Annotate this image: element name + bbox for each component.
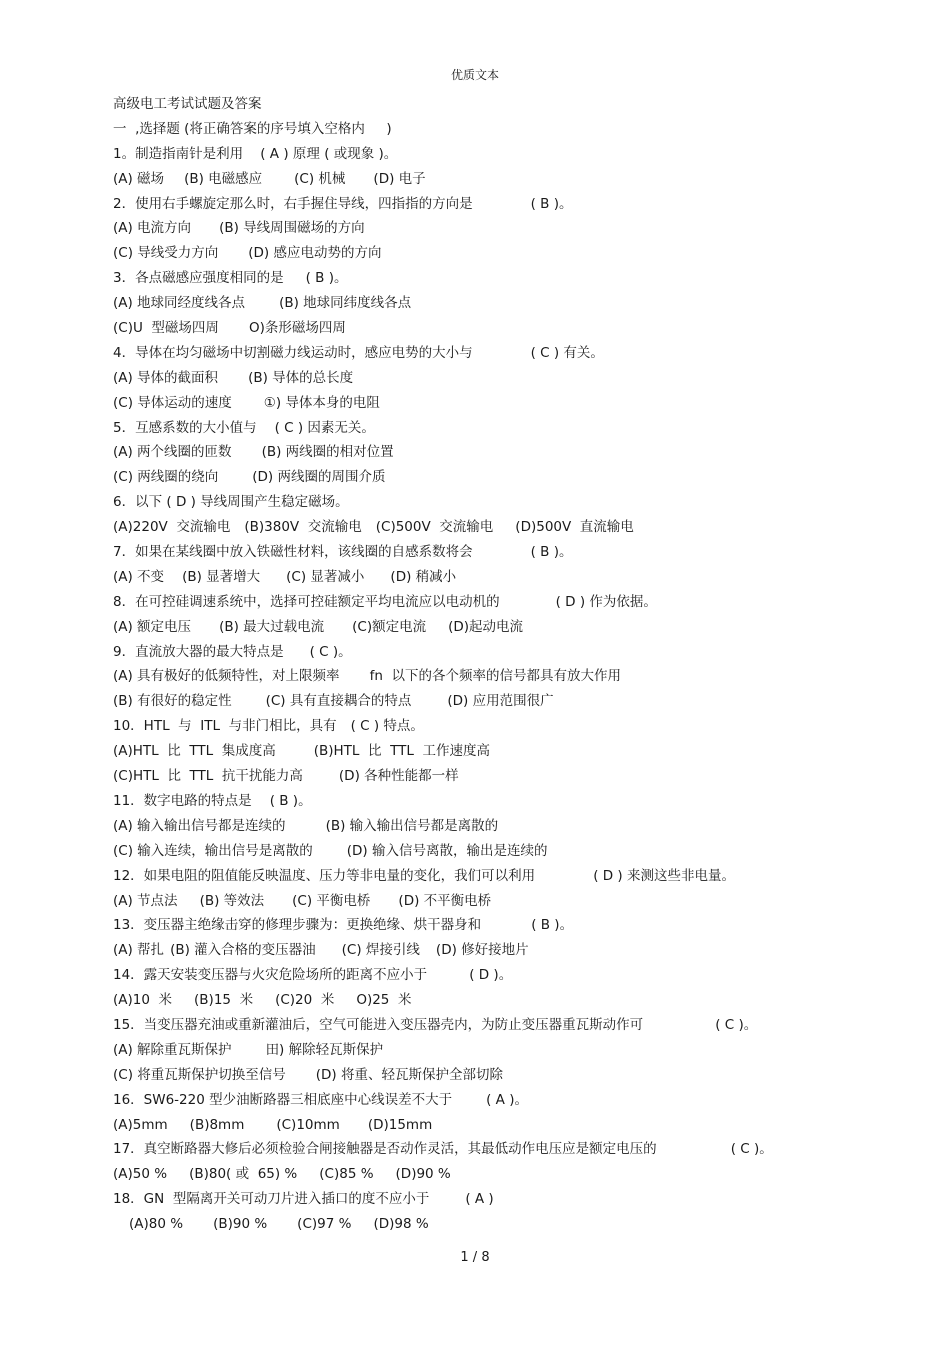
- text-line: [113, 565, 913, 590]
- text-segment: (A) 磁场: [113, 170, 165, 187]
- text-segment: (B) 最大过载电流: [219, 618, 325, 635]
- text-segment: (B) 等效法: [199, 892, 265, 909]
- text-segment: (B) 显著增大: [182, 568, 261, 585]
- text-segment: (C) 输入连续，输出信号是离散的: [113, 842, 313, 859]
- text-segment: O)条形磁场四周: [248, 320, 346, 337]
- text-segment: ①) 导体本身的电阻: [263, 394, 380, 411]
- text-line: [113, 416, 913, 441]
- text-segment: (A)10 米: [113, 992, 173, 1009]
- text-segment: 14．露天安装变压器与火灾危险场所的距离不应小于: [113, 967, 428, 984]
- text-segment: (C)97 %: [297, 1216, 352, 1233]
- section-heading: [113, 117, 913, 142]
- text-segment: (B)380V 交流输电: [244, 519, 362, 536]
- text-segment: (D)98 %: [373, 1216, 429, 1233]
- text-line: [113, 142, 913, 167]
- text-segment: (C) 两线圈的绕向: [113, 469, 219, 486]
- text-segment: (C) 平衡电桥: [292, 892, 371, 909]
- text-segment: ( B )。: [530, 195, 573, 212]
- text-segment: (D) 应用范围很广: [447, 693, 554, 710]
- text-segment: ( C ) 因素无关。: [274, 419, 375, 436]
- text-segment: (A) 具有极好的低频特性，对上限频率: [113, 668, 340, 685]
- text-line: [113, 291, 913, 316]
- text-segment: (C) 导体运动的速度: [113, 394, 232, 411]
- text-segment: (D)起动电流: [448, 618, 524, 635]
- text-segment: (A)80 %: [129, 1216, 184, 1233]
- text-segment: (C) 机械: [294, 170, 346, 187]
- text-segment: ( B )。: [305, 270, 348, 287]
- text-line: [113, 391, 913, 416]
- text-line: [113, 216, 913, 241]
- text-segment: (B) 两线圈的相对位置: [261, 444, 394, 461]
- text-line: [113, 889, 913, 914]
- document-title: [113, 92, 913, 117]
- text-segment: 4．导体在均匀磁场中切割磁力线运动时，感应电势的大小与: [113, 344, 473, 361]
- text-segment: (A)HTL 比 TTL 集成度高: [113, 743, 276, 760]
- text-segment: (D) 修好接地片: [435, 942, 529, 959]
- text-line: [113, 913, 913, 938]
- text-segment: (A) 输入输出信号都是连续的: [113, 817, 286, 834]
- text-segment: 9．直流放大器的最大特点是: [113, 643, 284, 660]
- text-line: [113, 864, 913, 889]
- text-segment: (D) 不平衡电桥: [398, 892, 492, 909]
- text-segment: (B)8mm: [189, 1116, 245, 1133]
- text-segment: (A) 电流方向: [113, 220, 192, 237]
- text-line: [113, 1162, 913, 1187]
- text-segment: ( B )。: [530, 544, 573, 561]
- text-line: [113, 839, 913, 864]
- text-segment: ( C ) 特点。: [350, 718, 424, 735]
- text-segment: 6．以下 ( D ) 导线周围产生稳定磁场。: [113, 494, 349, 511]
- text-segment: O)25 米: [356, 992, 412, 1009]
- text-segment: (D) 输入信号离散，输出是连续的: [346, 842, 548, 859]
- text-segment: (B) 导体的总长度: [248, 369, 354, 386]
- text-segment: 17．真空断路器大修后必须检验合闸接触器是否动作灵活，其最低动作电压应是额定电压的: [113, 1141, 657, 1158]
- text-segment: ( D ) 来测这些非电量。: [593, 867, 735, 884]
- text-line: [113, 714, 913, 739]
- text-line: [113, 739, 913, 764]
- text-line: [113, 465, 913, 490]
- text-segment: (C)HTL 比 TTL 抗干扰能力高: [113, 768, 303, 785]
- text-segment: (B) 导线周围磁场的方向: [219, 220, 365, 237]
- text-segment: (A) 导体的截面积: [113, 369, 219, 386]
- text-segment: (D)90 %: [395, 1166, 451, 1183]
- text-line: [113, 440, 913, 465]
- text-segment: (D) 电子: [373, 170, 426, 187]
- text-segment: ( B )。: [269, 792, 312, 809]
- text-segment: (A)220V 交流输电: [113, 519, 231, 536]
- text-segment: (A) 地球同经度线各点: [113, 295, 246, 312]
- text-segment: 高级电工考试试题及答案: [113, 96, 262, 112]
- text-segment: ( C )。: [715, 1016, 758, 1033]
- text-segment: ( C ) 有关。: [530, 344, 604, 361]
- text-segment: 5．互感系数的大小值与: [113, 419, 257, 436]
- text-line: [113, 640, 913, 665]
- text-line: [113, 963, 913, 988]
- text-segment: (B)HTL 比 TTL 工作速度高: [313, 743, 490, 760]
- text-segment: 12．如果电阻的阻值能反映温度、压力等非电量的变化，我们可以利用: [113, 867, 536, 884]
- text-segment: 7．如果在某线圈中放入铁磁性材料，该线圈的自感系数将会: [113, 544, 473, 561]
- text-line: [113, 1212, 913, 1237]
- text-line: [113, 192, 913, 217]
- text-line: [113, 590, 913, 615]
- text-segment: (D) 两线圈的周围介质: [252, 469, 386, 486]
- text-segment: (B) 灌入合格的变压器油: [170, 942, 316, 959]
- page-header: 优质文本: [450, 68, 499, 82]
- text-line: [113, 515, 913, 540]
- text-line: [113, 988, 913, 1013]
- text-segment: (D) 稍减小: [390, 568, 457, 585]
- text-segment: 16．SW6-220 型少油断路器三相底座中心线误差不大于: [113, 1091, 453, 1108]
- text-line: [113, 167, 913, 192]
- text-segment: (C)10mm: [276, 1116, 340, 1133]
- text-segment: (B) 地球同纬度线各点: [279, 295, 412, 312]
- text-line: [113, 689, 913, 714]
- text-segment: (A) 解除重瓦斯保护: [113, 1041, 232, 1058]
- text-segment: (C) 将重瓦斯保护切换至信号: [113, 1066, 286, 1083]
- text-segment: 3．各点磁感应强度相同的是: [113, 270, 284, 287]
- text-line: [113, 664, 913, 689]
- text-line: [113, 540, 913, 565]
- text-segment: 15．当变压器充油或重新灌油后，空气可能进入变压器壳内，为防止变压器重瓦斯动作可: [113, 1016, 644, 1033]
- text-segment: 2．使用右手螺旋定那么时，右手握住导线，四指指的方向是: [113, 195, 473, 212]
- text-line: [113, 1187, 913, 1212]
- text-line: [113, 764, 913, 789]
- text-segment: 一 ,选择题 (将正确答案的序号填入空格内 ): [113, 120, 392, 137]
- text-segment: ( C )。: [309, 643, 352, 660]
- text-segment: (A) 节点法: [113, 892, 178, 909]
- text-segment: (C)20 米: [275, 992, 335, 1009]
- text-segment: (D) 将重、轻瓦斯保护全部切除: [315, 1066, 503, 1083]
- text-segment: (B)90 %: [213, 1216, 268, 1233]
- text-segment: 8．在可控硅调速系统中，选择可控硅额定平均电流应以电动机的: [113, 593, 500, 610]
- text-segment: (A)50 %: [113, 1166, 168, 1183]
- document-body: [113, 92, 913, 1237]
- text-segment: (A) 不变: [113, 568, 165, 585]
- text-segment: 18．GN 型隔离开关可动刀片进入插口的度不应小于: [113, 1191, 430, 1208]
- text-segment: (C)500V 交流输电: [375, 519, 494, 536]
- text-line: [113, 615, 913, 640]
- text-line: [113, 1113, 913, 1138]
- text-segment: ( C )。: [730, 1141, 773, 1158]
- text-line: [113, 938, 913, 963]
- text-line: [113, 366, 913, 391]
- text-segment: (B)15 米: [194, 992, 254, 1009]
- text-segment: (D)500V 直流输电: [515, 519, 634, 536]
- text-segment: (D) 感应电动势的方向: [248, 245, 382, 262]
- text-segment: fn 以下的各个频率的信号都具有放大作用: [369, 668, 621, 685]
- text-segment: (B) 有很好的稳定性: [113, 693, 232, 710]
- text-segment: ( A )。: [486, 1091, 528, 1108]
- text-line: [113, 1063, 913, 1088]
- text-line: [113, 1088, 913, 1113]
- text-segment: (A) 额定电压: [113, 618, 192, 635]
- text-segment: (A)5mm: [113, 1116, 168, 1133]
- text-line: [113, 266, 913, 291]
- text-segment: (D) 各种性能都一样: [338, 768, 459, 785]
- text-line: [113, 1038, 913, 1063]
- text-segment: (C) 焊接引线: [341, 942, 420, 959]
- text-segment: (C) 显著减小: [286, 568, 365, 585]
- text-segment: (A) 帮扎: [113, 942, 165, 959]
- text-segment: 田) 解除轻瓦斯保护: [265, 1041, 384, 1058]
- text-segment: ( D ) 作为依据。: [555, 593, 657, 610]
- text-line: [113, 814, 913, 839]
- text-line: [113, 241, 913, 266]
- text-segment: (B) 输入输出信号都是离散的: [325, 817, 499, 834]
- text-segment: 1。制造指南针是利用 ( A ) 原理 ( 或现象 )。: [113, 145, 398, 162]
- text-segment: 11．数字电路的特点是: [113, 792, 252, 809]
- text-line: [113, 490, 913, 515]
- text-line: [113, 341, 913, 366]
- page-number: 1 / 8: [460, 1250, 490, 1265]
- text-line: [113, 1013, 913, 1038]
- text-segment: 10．HTL 与 ITL 与非门相比，具有: [113, 718, 337, 735]
- text-segment: ( B )。: [531, 917, 574, 934]
- text-segment: (C)U 型磁场四周: [113, 320, 219, 337]
- text-segment: (B) 电磁感应: [184, 170, 263, 187]
- text-segment: ( D )。: [469, 967, 513, 984]
- text-line: [113, 1137, 913, 1162]
- text-line: [113, 316, 913, 341]
- text-segment: (C)额定电流: [352, 618, 427, 635]
- text-segment: (D)15mm: [367, 1116, 433, 1133]
- text-segment: (B)80( 或 65) %: [189, 1166, 298, 1183]
- text-segment: (C)85 %: [319, 1166, 374, 1183]
- text-segment: (C) 导线受力方向: [113, 245, 219, 262]
- text-segment: (A) 两个线圈的匝数: [113, 444, 232, 461]
- text-segment: ( A ): [465, 1191, 494, 1208]
- text-segment: 13．变压器主绝缘击穿的修理步骤为：更换绝缘、烘干器身和: [113, 917, 482, 934]
- text-segment: (C) 具有直接耦合的特点: [265, 693, 412, 710]
- text-line: [113, 789, 913, 814]
